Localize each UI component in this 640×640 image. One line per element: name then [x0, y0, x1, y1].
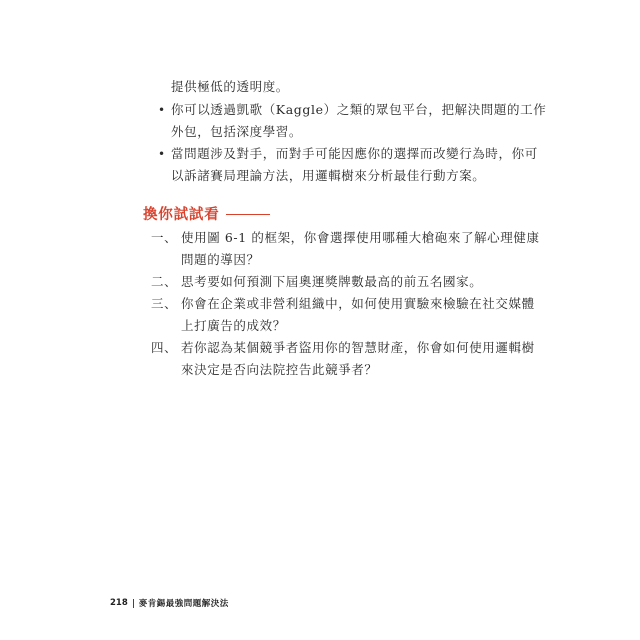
heading-rule-line — [226, 214, 270, 216]
exercise-item-4-line-1: 若你認為某個競爭者盜用你的智慧財產，你會如何使用邏輯樹 — [181, 340, 535, 355]
exercise-item-3-line-1: 你會在企業或非營利組織中，如何使用實驗來檢驗在社交媒體 — [181, 296, 535, 311]
exercise-item-1-number: 一、 — [151, 230, 178, 245]
bullet-dot-icon: • — [158, 103, 166, 117]
bullet-1-line-1: 你可以透過凱歌（Kaggle）之類的眾包平台，把解決問題的工作 — [171, 102, 547, 117]
exercise-item-4-number: 四、 — [151, 340, 178, 355]
exercise-item-3-number: 三、 — [151, 296, 178, 311]
exercise-item-4-line-2: 來決定是否向法院控告此競爭者？ — [181, 362, 378, 377]
footer-separator — [133, 599, 134, 608]
book-title: 麥肯錫最強問題解決法 — [138, 599, 229, 609]
bullet-dot-icon: • — [158, 147, 166, 161]
exercise-item-3-line-2: 上打廣告的成效？ — [181, 318, 286, 333]
bullet-2-line-2: 以訴諸賽局理論方法，用邏輯樹來分析最佳行動方案。 — [171, 168, 486, 183]
page-footer — [110, 597, 229, 609]
body-line-continuation: 提供極低的透明度。 — [171, 79, 289, 94]
exercise-item-2-line-1: 思考要如何預測下屆奧運獎牌數最高的前五名國家。 — [181, 274, 483, 289]
bullet-1-line-2: 外包，包括深度學習。 — [171, 124, 303, 139]
exercise-item-1-line-2: 問題的導因？ — [181, 252, 260, 267]
page-number: 218 — [110, 598, 128, 608]
exercise-heading-title: 換你試試看 — [143, 207, 220, 223]
bullet-2-line-1: 當問題涉及對手，而對手可能因應你的選擇而改變行為時，你可 — [171, 146, 538, 161]
exercise-heading — [143, 203, 270, 224]
exercise-item-1-line-1: 使用圖 6-1 的框架，你會選擇使用哪種大槍砲來了解心理健康 — [181, 230, 540, 245]
exercise-item-2-number: 二、 — [151, 274, 178, 289]
